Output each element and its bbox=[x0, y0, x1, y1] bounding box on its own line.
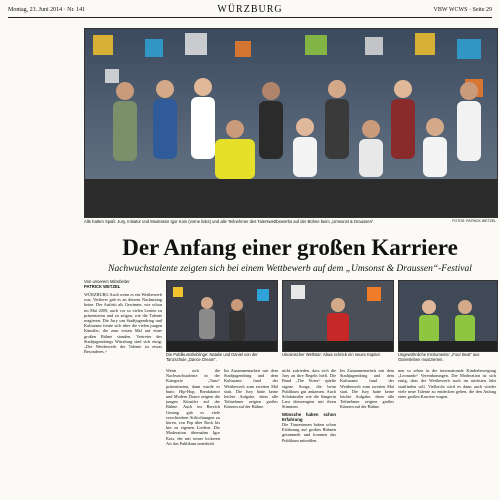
article-column-4-text: nicht zufrieden, dass sich die Jury an ihre Regeln hielt. Die Band „The Notes“ spielte eigene Songs, die beim Publikum gut ankamen. Auch Solokünstler wie die Sängerin Lara überzeugten mit ihren Stimmen. bbox=[282, 368, 336, 410]
aliwa-illustration bbox=[283, 281, 393, 351]
article-column-4-text-b: Die Tänzerinnen haben schon Erfahrung auf großen Bühnen gesammelt und konnten das Publikum mitreißen. bbox=[282, 422, 336, 443]
byline-author: PATRICK WETZEL bbox=[84, 284, 121, 289]
subheadline: Nachwuchstalente zeigten sich bei einem Wettbewerb auf dem „Umsonst & Draussen“-Festival bbox=[108, 264, 472, 274]
section-title: WÜRZBURG bbox=[217, 4, 283, 15]
article-column-2: Wenn sich die Nachwuchstalente in der Kategorie „Tanz“ präsentierten, dann wurde es bunt: Hip-Hop, Breakdance und Modern Dance zeigten die jungen Künstler auf der Bühne. Auch im Bereich Gesang gab es viele verschiedene Stilrichtungen zu hören, von Pop über Rock bis hin zu eigenen Liedern. Die Moderation übernahm Igor Kois, der mit seiner lockeren Art das Publikum unterhielt. bbox=[166, 368, 220, 446]
article-column-5: Im Zusammenarbeit mit dem Stadtjugendring und dem Kulturamt fand der Wettbewerb zum zweiten Mal statt. Die Jury hatte keine leichte Aufgabe, denn alle Teilnehmer zeigten großes Können auf der Bühne. bbox=[340, 368, 394, 410]
photo-aliwa bbox=[282, 280, 394, 352]
header-rule bbox=[8, 17, 492, 18]
caption-aliwa: Ukrainischer Weltstar: Aliwa schrieb ein neues Kapitel. bbox=[282, 352, 381, 357]
article-column-3 bbox=[224, 368, 278, 496]
page-number: VBW WCWS · Seite 29 bbox=[433, 7, 492, 13]
article-column-4 bbox=[282, 368, 336, 496]
byline-label: Von unserem Mitarbeiter bbox=[84, 279, 130, 284]
subheading-experience: Wünsche haben schon Erfahrung bbox=[282, 411, 336, 422]
photo-dancers bbox=[166, 280, 278, 352]
main-photo bbox=[84, 28, 498, 218]
photo-fourbeat bbox=[398, 280, 498, 352]
page-header bbox=[8, 4, 492, 16]
headline: Der Anfang einer großen Karriere bbox=[122, 235, 458, 260]
fourbeat-illustration bbox=[399, 281, 497, 351]
caption-fourbeat: Ungewöhnliche Instrumente: „Four Beat“ aus Gütersleben musizierten. bbox=[398, 352, 480, 362]
article-column-3-text: Im Zusammenarbeit mit dem Stadtjugendring und dem Kulturamt fand der Wettbewerb zum zweiten Mal statt. Die Jury hatte keine leichte Aufgabe, denn alle Teilnehmer zeigten großes Können auf der Bühne. bbox=[224, 368, 278, 410]
dancers-illustration bbox=[167, 281, 277, 351]
article-column-6: nen so sehen in die internationale Kinderbewegung „Leonardo“ Vereinbarungen. Die Moderation ist sich einig, dass der Wettbewerb auch im nächsten Jahr stattfinden soll. Vielleicht wird es dann auch wieder viele neue Talente zu entdecken geben, die den Anfang einer großen Karriere wagen. bbox=[398, 368, 496, 400]
caption-dancers: Die Publikumslieblinge: Natalie und Daniel von der Tanzschule „Dance Dream“. bbox=[166, 352, 258, 362]
issue-date: Montag, 23. Juni 2014 · Nr. 141 bbox=[8, 7, 86, 13]
photo-caption bbox=[84, 219, 496, 224]
article-column-1: WÜRZBURG Auch wenn es ein Wettbewerb war, Verlierer gab es an diesem Nachmittag keine. Der Auftritt als Gewinner, wie schon im Mai 2009, auch vor so vielen Leuten zu präsentieren und zu zeigen, wie die Talente reagieren. Die Jury um Stadtjugendring und Kulturamt freute sich über die vielen jungen Künstler, die zum ersten Mal auf einer großen Bühne standen. Vertreter des Stadtjugendrings Würzburg sind sich einig: „Der Wettbewerb der Talente ist etwas Besonderes.“ bbox=[84, 292, 162, 355]
photo-caption-text: Alle hatten Spaß: Jury, Initiator und Moderator Igor Kois (vorne links) und alle Teilnehmer des Talentwettbewerbs auf der Bühne beim „Umsonst & Draussen“. bbox=[84, 219, 375, 224]
photo-credit: FOTOS: PATRICK WETZEL bbox=[452, 219, 496, 223]
byline bbox=[84, 279, 162, 289]
group-photo-illustration bbox=[85, 29, 497, 217]
